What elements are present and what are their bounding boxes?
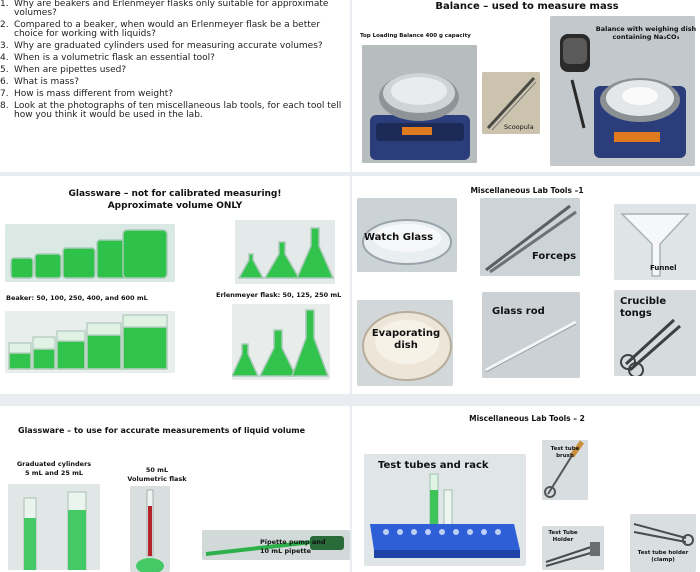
approx-title-line1: Glassware – not for calibrated measuring!	[68, 189, 282, 199]
grad-line2: 5 mL and 25 mL	[24, 469, 84, 477]
question-item	[0, 90, 345, 99]
forceps-icon	[480, 198, 580, 276]
holder-line1: Test Tube	[548, 530, 578, 536]
question-item	[0, 102, 345, 120]
question-text: Look at the photographs of ten miscellaneous lab tools, for each tool tell how you think it would be used in the lab.	[14, 101, 342, 120]
question-number: 4.	[0, 53, 9, 63]
erlenmeyer-photo-top	[235, 220, 335, 284]
erlenmeyer-label: Erlenmeyer flask: 50, 125, 250 mL	[216, 291, 342, 299]
scoopula-label: Scoopula	[504, 123, 534, 131]
weighing-dish-label	[590, 25, 700, 41]
question-number: 6.	[0, 77, 9, 87]
crucible-line1: Crucible	[620, 296, 667, 307]
glassware-approx-panel	[0, 176, 350, 394]
question-item	[0, 66, 345, 75]
question-item	[0, 78, 345, 87]
accurate-title: Glassware – to use for accurate measurements of liquid volume	[18, 426, 306, 435]
erlenmeyer-photo-bottom	[232, 304, 330, 380]
crucible-line2: tongs	[620, 308, 652, 319]
question-item	[0, 21, 345, 39]
beakers-icon	[5, 224, 175, 282]
questions-panel	[0, 0, 350, 172]
weighing-dish-line2: containing Na₂CO₃	[612, 33, 680, 41]
misc-tools-1-panel	[352, 176, 700, 394]
weighing-dish-line1: Balance with weighing dish	[595, 25, 697, 33]
question-item	[0, 42, 345, 51]
test-tubes-label: Test tubes and rack	[378, 460, 489, 471]
question-number: 1.	[0, 0, 9, 9]
volumetric-flask-photo	[130, 486, 170, 572]
balance-icon	[362, 45, 477, 163]
volumetric-label	[112, 466, 202, 484]
funnel-label: Funnel	[650, 264, 677, 272]
misc2-title: Miscellaneous Lab Tools – 2	[469, 414, 585, 423]
pipette-label	[260, 538, 326, 556]
beakers-graduated-icon	[5, 311, 175, 373]
pipette-line1: Pipette pump and	[260, 538, 326, 546]
grad-line1: Graduated cylinders	[16, 460, 92, 468]
glass-rod-label: Glass rod	[492, 306, 545, 317]
question-list	[0, 0, 345, 123]
erlenmeyer-graduated-icon	[232, 304, 330, 380]
vol-line2: Volumetric flask	[127, 475, 187, 483]
question-number: 2.	[0, 20, 9, 30]
top-loading-balance-photo	[362, 45, 477, 163]
clamp-line1: Test tube holder	[637, 550, 689, 556]
holder-label	[544, 530, 582, 544]
question-number: 5.	[0, 65, 9, 75]
balance-panel	[352, 0, 700, 172]
evaporating-line1: Evaporating	[371, 328, 441, 339]
grad-cylinder-photo	[8, 484, 100, 570]
watch-glass-label: Watch Glass	[364, 232, 434, 243]
question-number: 8.	[0, 101, 9, 111]
crucible-tongs-label	[620, 296, 666, 320]
volumetric-flask-icon	[130, 486, 170, 572]
grad-cylinder-label	[4, 460, 104, 478]
beakers-photo-bottom	[5, 311, 175, 373]
question-text: What is mass?	[14, 77, 79, 87]
misc1-title: Miscellaneous Lab Tools –1	[470, 186, 584, 195]
brush-line1: Test tube	[550, 446, 580, 452]
misc-tools-2-panel	[352, 406, 700, 572]
question-number: 7.	[0, 89, 9, 99]
question-text: How is mass different from weight?	[14, 89, 174, 99]
forceps-photo	[480, 198, 580, 276]
question-text: Compared to a beaker, when would an Erlenmeyer flask be a better choice for working with liquids?	[14, 20, 321, 39]
question-text: Why are graduated cylinders used for measuring accurate volumes?	[14, 41, 323, 51]
approx-title-line2: Approximate volume ONLY	[107, 201, 243, 211]
beaker-label: Beaker: 50, 100, 250, 400, and 600 mL	[6, 294, 148, 302]
top-loading-label: Top Loading Balance 400 g capacity	[360, 33, 471, 39]
approx-title	[30, 188, 320, 212]
vol-line1: 50 mL	[145, 466, 169, 474]
holder-line2: Holder	[552, 537, 574, 543]
beakers-photo-top	[5, 224, 175, 282]
forceps-label: Forceps	[532, 251, 577, 262]
evaporating-line2: dish	[394, 340, 418, 351]
balance-title: Balance – used to measure mass	[435, 1, 619, 12]
pipette-line2: 10 mL pipette	[260, 547, 312, 555]
brush-label	[542, 446, 588, 460]
graduated-cylinder-icon	[8, 484, 100, 570]
question-number: 3.	[0, 41, 9, 51]
glass-rod-icon	[482, 292, 580, 378]
glass-rod-photo	[482, 292, 580, 378]
glassware-accurate-panel	[0, 406, 350, 572]
erlenmeyer-icon	[235, 220, 335, 284]
brush-line2: brush	[556, 453, 574, 459]
clamp-line2: (clamp)	[651, 557, 675, 563]
question-text: When is a volumetric flask an essential tool?	[14, 53, 215, 63]
question-text: When are pipettes used?	[14, 65, 127, 75]
question-text: Why are beakers and Erlenmeyer flasks only suitable for approximate volumes?	[14, 0, 329, 18]
evaporating-dish-label	[366, 328, 446, 352]
question-item	[0, 0, 345, 18]
clamp-label	[630, 550, 696, 564]
question-item	[0, 54, 345, 63]
